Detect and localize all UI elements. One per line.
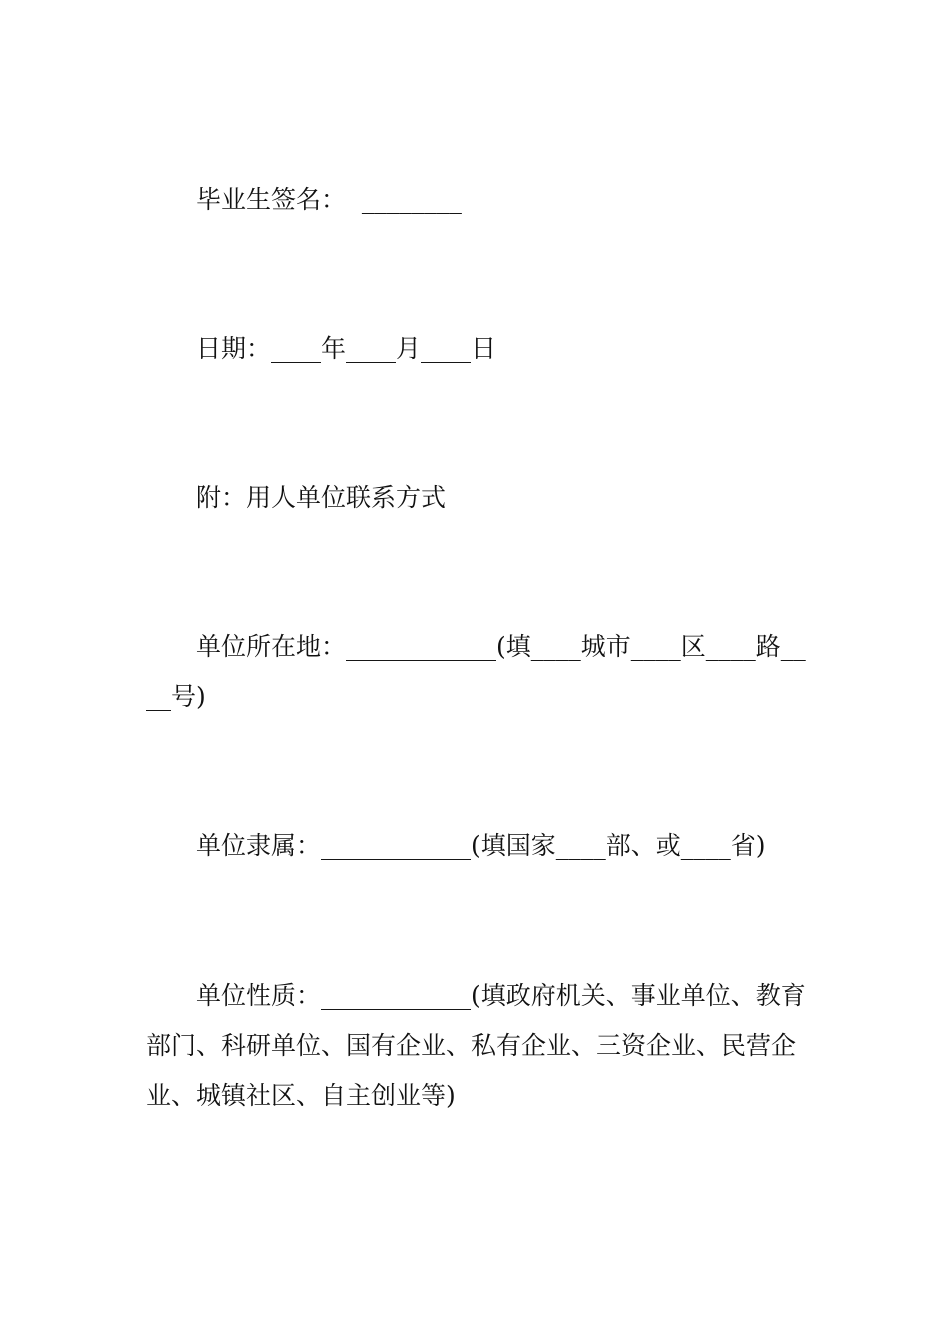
employer-location-line: 单位所在地：____________(填____城市____区____路____号) (146, 632, 806, 711)
employer-affiliation-line: 单位隶属：____________(填国家____部、或____省) (196, 831, 766, 860)
employer-nature-line: 单位性质：____________(填政府机关、事业单位、教育部门、科研单位、国有企业、私有企业、三资企业、民营企业、城镇社区、自主创业等) (146, 981, 806, 1110)
attachment-heading: 附：用人单位联系方式 (196, 483, 447, 512)
graduate-signature-line: 毕业生签名： ________ (196, 185, 462, 214)
date-line: 日期：____年____月____日 (196, 334, 497, 363)
